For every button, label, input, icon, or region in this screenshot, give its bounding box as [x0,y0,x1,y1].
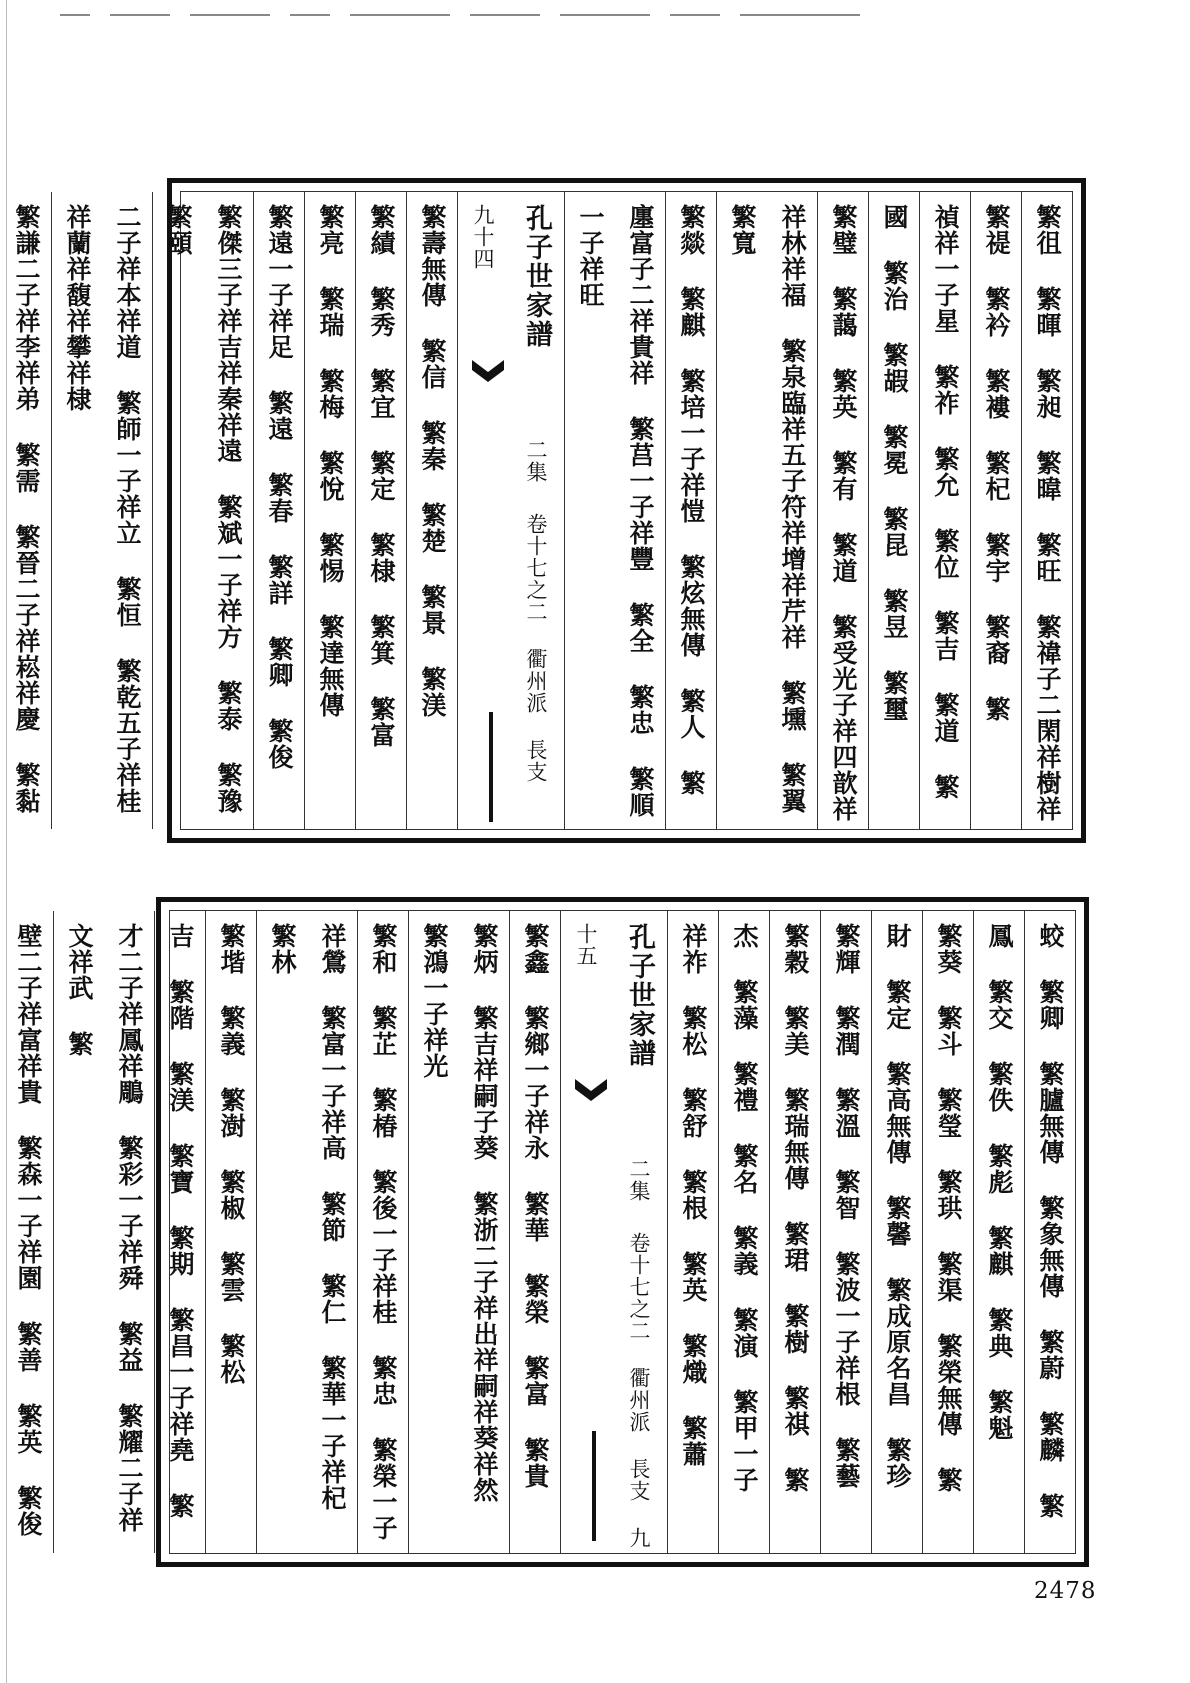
page-center-fold [457,192,564,829]
text-column: 祥祚 繁松 繁舒 繁根 繁英 繁熾 繁蕭 [667,911,718,1553]
volume-label: 卷十七之二 衢州派 長支 九十五 [574,923,651,1549]
collection-label: 二集 [627,1158,651,1202]
text-column: 繁堦 繁義 繁澍 繁椒 繁雲 繁松 [205,911,256,1553]
fold-rule [592,1431,596,1541]
text-column: 繁葵 繁斗 繁瑩 繁珙 繁渠 繁榮無傳 繁 [922,911,973,1553]
collection-label: 二集 [524,439,548,483]
page-number: 2478 [1034,1578,1097,1604]
text-column: 繁傑三子祥吉祥秦祥遠 繁斌一子祥方 繁泰 繁豫 繁頤 [152,192,253,829]
fishtail-mark-icon [575,1079,607,1101]
volume-label: 卷十七之二 衢州派 長支 九十四 [471,204,548,783]
text-column: 繁績 繁秀 繁宜 繁定 繁棣 繁箕 繁富 [355,192,406,829]
text-column: 繁亮 繁瑞 繁梅 繁悅 繁惕 繁達無傳 [304,192,355,829]
text-column: 財 繁定 繁高無傳 繁馨 繁成原名昌 繁珍 [871,911,922,1553]
text-column: 祥林祥福 繁泉臨祥五子符祥增祥芹祥 繁壎 繁翼 繁寬 [716,192,817,829]
fishtail-mark-icon [472,360,504,382]
book-title: 孔子世家譜 [624,923,655,1068]
text-column: 繁輝 繁潤 繁溫 繁智 繁波一子祥根 繁藝 [820,911,871,1553]
text-column: 繁和 繁芷 繁椿 繁後一子祥桂 繁忠 繁榮一子 [357,911,408,1553]
text-column: 繁遠一子祥足 繁遠 繁春 繁詳 繁卿 繁俊 [253,192,304,829]
text-column: 廛富子二祥貴祥 繁莒一子祥豐 繁全 繁忠 繁順一子祥旺 [564,192,665,829]
text-column: 二子祥本祥道 繁師一子祥立 繁恒 繁乾五子祥桂祥蘭祥馥祥攀祥棣 [51,192,152,829]
page-center-fold [560,911,667,1553]
text-column: 吉 繁階 繁渼 繁寶 繁期 繁昌一子祥堯 繁 [154,911,205,1553]
text-column: 繁炳 繁吉祥嗣子葵 繁浙二子祥出祥嗣祥葵祥然 繁鴻一子祥光 [408,911,509,1553]
text-column: 祥鶯 繁富一子祥高 繁節 繁仁 繁華一子祥杞 繁林 [256,911,357,1553]
fold-rule [489,712,493,822]
genealogy-page-bottom [14,897,1089,1567]
text-column: 繁璧 繁藹 繁英 繁有 繁道 繁受光子祥四歆祥 [817,192,868,829]
text-column: 繁謙二子祥李祥弟 繁需 繁晉二子祥崧祥慶 繁黏 [0,192,51,829]
text-column: 繁燚 繁麒 繁培一子祥愷 繁炫無傳 繁人 繁 [665,192,716,829]
text-column: 才二子祥鳳祥鵰 繁彩一子祥舜 繁益 繁耀二子祥文祥武 繁 [53,911,154,1553]
text-column: 國 繁治 繁嘏 繁冕 繁昆 繁昱 繁璽 [868,192,919,829]
text-column: 繁禔 繁衿 繁褸 繁杞 繁宇 繁裔 繁 [970,192,1021,829]
text-column: 杰 繁藻 繁禮 繁名 繁義 繁演 繁甲一子 [718,911,769,1553]
text-column: 鳳 繁交 繁佚 繁彪 繁麒 繁典 繁魁 [973,911,1024,1553]
text-column: 繁壽無傳 繁信 繁秦 繁楚 繁景 繁渼 [406,192,457,829]
text-column: 繁穀 繁美 繁瑞無傳 繁珺 繁樹 繁祺 繁 [769,911,820,1553]
text-column: 禎祥一子星 繁祚 繁允 繁位 繁吉 繁道 繁 [919,192,970,829]
text-column: 繁徂 繁暉 繁昶 繁暐 繁旺 繁禕子二閑祥樹祥 [1021,192,1072,829]
text-column: 繁鑫 繁鄉一子祥永 繁華 繁榮 繁富 繁貴 [509,911,560,1553]
top-scan-artifact [60,8,1120,22]
genealogy-page-top [12,178,1086,843]
book-title: 孔子世家譜 [521,204,552,349]
text-column: 蛟 繁卿 繁臚無傳 繁象無傳 繁蔚 繁麟 繁 [1024,911,1075,1553]
text-column: 壁二子祥富祥貴 繁森一子祥園 繁善 繁英 繁俊 [14,923,43,1537]
